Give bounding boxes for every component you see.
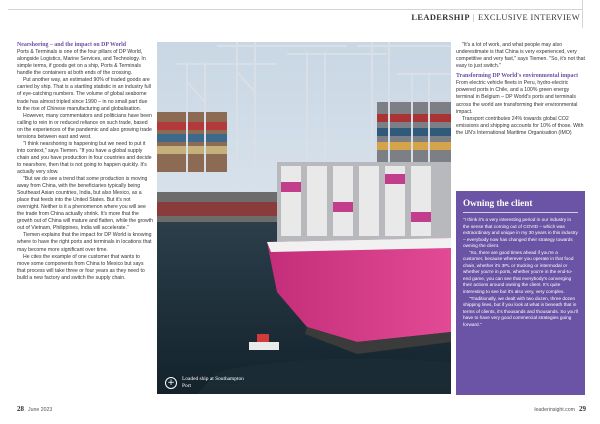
left-page-number: 28 [17, 405, 24, 413]
right-subhead: Transforming DP World's environmental impact [456, 73, 579, 80]
right-folio [534, 405, 586, 413]
plus-circle-icon[interactable]: + [165, 377, 177, 389]
box-paragraph-3: "Traditionally, we dealt with two dozen, three dozen shipping lines, but if you look at what is beneath that in terms of clients, it's thousands and thousands. So you'll have to have very good commercial strategies going forward." [463, 295, 578, 327]
ship-illustration [157, 42, 451, 394]
section-separator: | [472, 13, 475, 22]
right-paragraph-3: Transport contributes 24% towards global CO2 emissions and shipping accounts for 10% of those. With the UN's International Maritime Organisation (IMO) [456, 115, 584, 136]
caption-text: Loaded ship at Southampton Port [182, 376, 244, 389]
subsection-label: EXCLUSIVE INTERVIEW [477, 13, 580, 22]
section-title [411, 13, 580, 22]
site-name: leaderinsight.com [534, 407, 575, 413]
left-paragraph-1: Ports & Terminals is one of the four pillars of DP World, alongside Logistics, Marine Services, and Technology. In simple terms, if goods get on a ship, Ports & Terminals handle the containers at both ends of the crossing. [17, 49, 146, 77]
left-subhead: Nearshoring – and the impact on DP World [17, 42, 127, 48]
box-paragraph-2: "So, there are good times ahead if you're a customer, because wherever you operate in that food chain, whether it's 3PL or trucking or intermodal or whether you're in ports, whether you're in the end-to-end game, you can see that everybody's converging their actions around owning the client. It's quite interesting to see but it's also very, very complex. [463, 249, 574, 295]
owning-the-client-box [456, 191, 585, 395]
right-column [456, 42, 586, 137]
port-photo [157, 42, 451, 394]
box-paragraph-1: "I think it's a very interesting period in our industry in the sense that coming out of COVID – which was extraordinary and unique in my 30 years in this industry – everybody now has changed their strategy towards owning the client. [463, 217, 578, 249]
photo-caption [165, 376, 254, 389]
issue-date: June 2023 [28, 407, 53, 413]
left-paragraph-7: He cites the example of one customer that wants to move some components from China to Mexico but says that process will take three or four years as they need to build a new factory and switch the supply chain. [17, 253, 145, 281]
page-edge-rule [582, 0, 583, 28]
right-paragraph-1: "It's a lot of work, and what people may also underestimate is that China is very experienced, very competitive and very fast," says Tiemen. "So, it's not that easy to just switch." [456, 42, 585, 70]
right-page-number: 29 [579, 405, 586, 413]
header-rule [8, 9, 582, 10]
section-label: LEADERSHIP [411, 13, 470, 22]
left-paragraph-2: Put another way, an estimated 90% of traded goods are carried by ship. That is a startling statistic in an industry full of eye-catching numbers. The volume of global seaborne trade has almost tripled since 1990 – in no small part due to the rise of Chinese manufacturing and globalisation. [17, 77, 151, 112]
box-body [456, 213, 585, 328]
left-paragraph-3: However, many commentators and politicians have been calling to rein in or reduced reliance on such trade, based on the experiences of the pandemic and also growing trade tensions between east and west. [17, 112, 152, 140]
left-folio [17, 405, 52, 413]
left-column [17, 42, 153, 282]
box-title: Owning the client [463, 198, 533, 208]
left-paragraph-5: "But we do see a trend that some production is moving away from China, with the beneficiaries typically being Southeast Asian countries, India, but also Mexico, as a place that feeds into the United States. But it's not overnight. Neither is it a phenomenon where you will see the trade from China actually shrink. It's more that the growth out of China will mature and flatten, while the growth out of Vietnam, Philippines, India will accelerate." [17, 176, 154, 232]
right-paragraph-2: From electric vehicle fleets in Peru, hydro-electric powered ports in Chile, and a 100% green energy terminal in Belgium – DP World's ports and terminals across the world are transforming their environmental impact. [456, 80, 578, 115]
left-paragraph-4: "I think nearshoring is happening but we need to put it into context," says Tiemen. "If you have a global supply chain and you have production in four countries and decide to nearshore, then that is not going to happen quickly. It's actually very slow. [17, 140, 152, 175]
left-paragraph-6: Tiemen explains that the impact for DP World is knowing where to have the right ports and terminals in locations that may become more significant over time. [17, 232, 152, 253]
